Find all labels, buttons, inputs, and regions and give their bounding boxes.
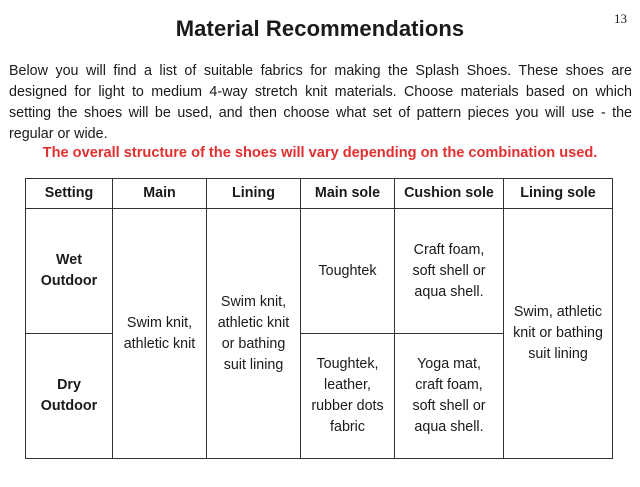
cushion-sole-dry-line: craft foam,	[415, 377, 483, 393]
cell-main-sole-dry	[301, 334, 395, 459]
main-sole-dry-line: rubber dots	[311, 398, 384, 414]
cushion-sole-wet-line: aqua shell.	[414, 283, 484, 300]
header-lining: Lining	[207, 179, 301, 209]
cell-setting-dry	[26, 334, 113, 459]
lining-line: suit lining	[223, 356, 284, 373]
header-cushion-sole: Cushion sole	[395, 179, 504, 209]
header-main: Main	[113, 179, 207, 209]
main-sole-dry-line: leather,	[324, 377, 371, 393]
cushion-sole-dry-line: soft shell or	[412, 398, 486, 414]
setting-dry-line1: Dry	[57, 377, 81, 393]
header-setting: Setting	[26, 179, 113, 209]
materials-table	[25, 178, 613, 459]
cell-main	[113, 209, 207, 459]
header-main-sole: Main sole	[301, 179, 395, 209]
lining-line: athletic knit	[217, 314, 290, 331]
setting-wet-line2: Outdoor	[40, 273, 98, 289]
cushion-sole-dry-line: aqua shell.	[414, 419, 484, 435]
lining-sole-line: suit lining	[528, 346, 588, 362]
setting-wet-line1: Wet	[56, 252, 82, 268]
cell-lining-sole	[504, 209, 613, 459]
main-line: Swim knit,	[126, 314, 193, 331]
table-row-wet	[26, 209, 613, 334]
cell-cushion-sole-wet	[395, 209, 504, 334]
cushion-sole-wet-line: soft shell or	[412, 262, 486, 279]
cell-lining	[207, 209, 301, 459]
lining-sole-line: Swim, athletic	[513, 304, 603, 320]
main-sole-wet-text: Toughtek	[318, 262, 377, 279]
intro-paragraph: Below you will find a list of suitable fabrics for making the Splash Shoes. These shoes are designed for light to medium 4-way stretch knit materials. Choose materials based on which setting the shoes will be used, and then choose what set of pattern pieces you will use - the regular or wide.	[9, 63, 632, 142]
table-header-row	[26, 179, 613, 209]
header-lining-sole: Lining sole	[504, 179, 613, 209]
main-sole-dry-line: fabric	[330, 419, 365, 435]
cell-main-sole-wet	[301, 209, 395, 334]
cushion-sole-dry-line: Yoga mat,	[417, 356, 481, 372]
setting-dry-line2: Outdoor	[40, 398, 98, 414]
main-line: athletic knit	[123, 335, 196, 352]
main-sole-dry-line: Toughtek,	[316, 356, 379, 372]
page-number: 13	[614, 11, 627, 26]
lining-line: Swim knit,	[220, 293, 287, 310]
lining-line: or bathing	[221, 335, 286, 352]
cell-cushion-sole-dry	[395, 334, 504, 459]
cushion-sole-wet-line: Craft foam,	[413, 241, 485, 258]
page-title: Material Recommendations	[175, 16, 465, 41]
cell-setting-wet	[26, 209, 113, 334]
warning-note: The overall structure of the shoes will vary depending on the combination used.	[42, 145, 598, 161]
lining-sole-line: knit or bathing	[513, 325, 603, 341]
